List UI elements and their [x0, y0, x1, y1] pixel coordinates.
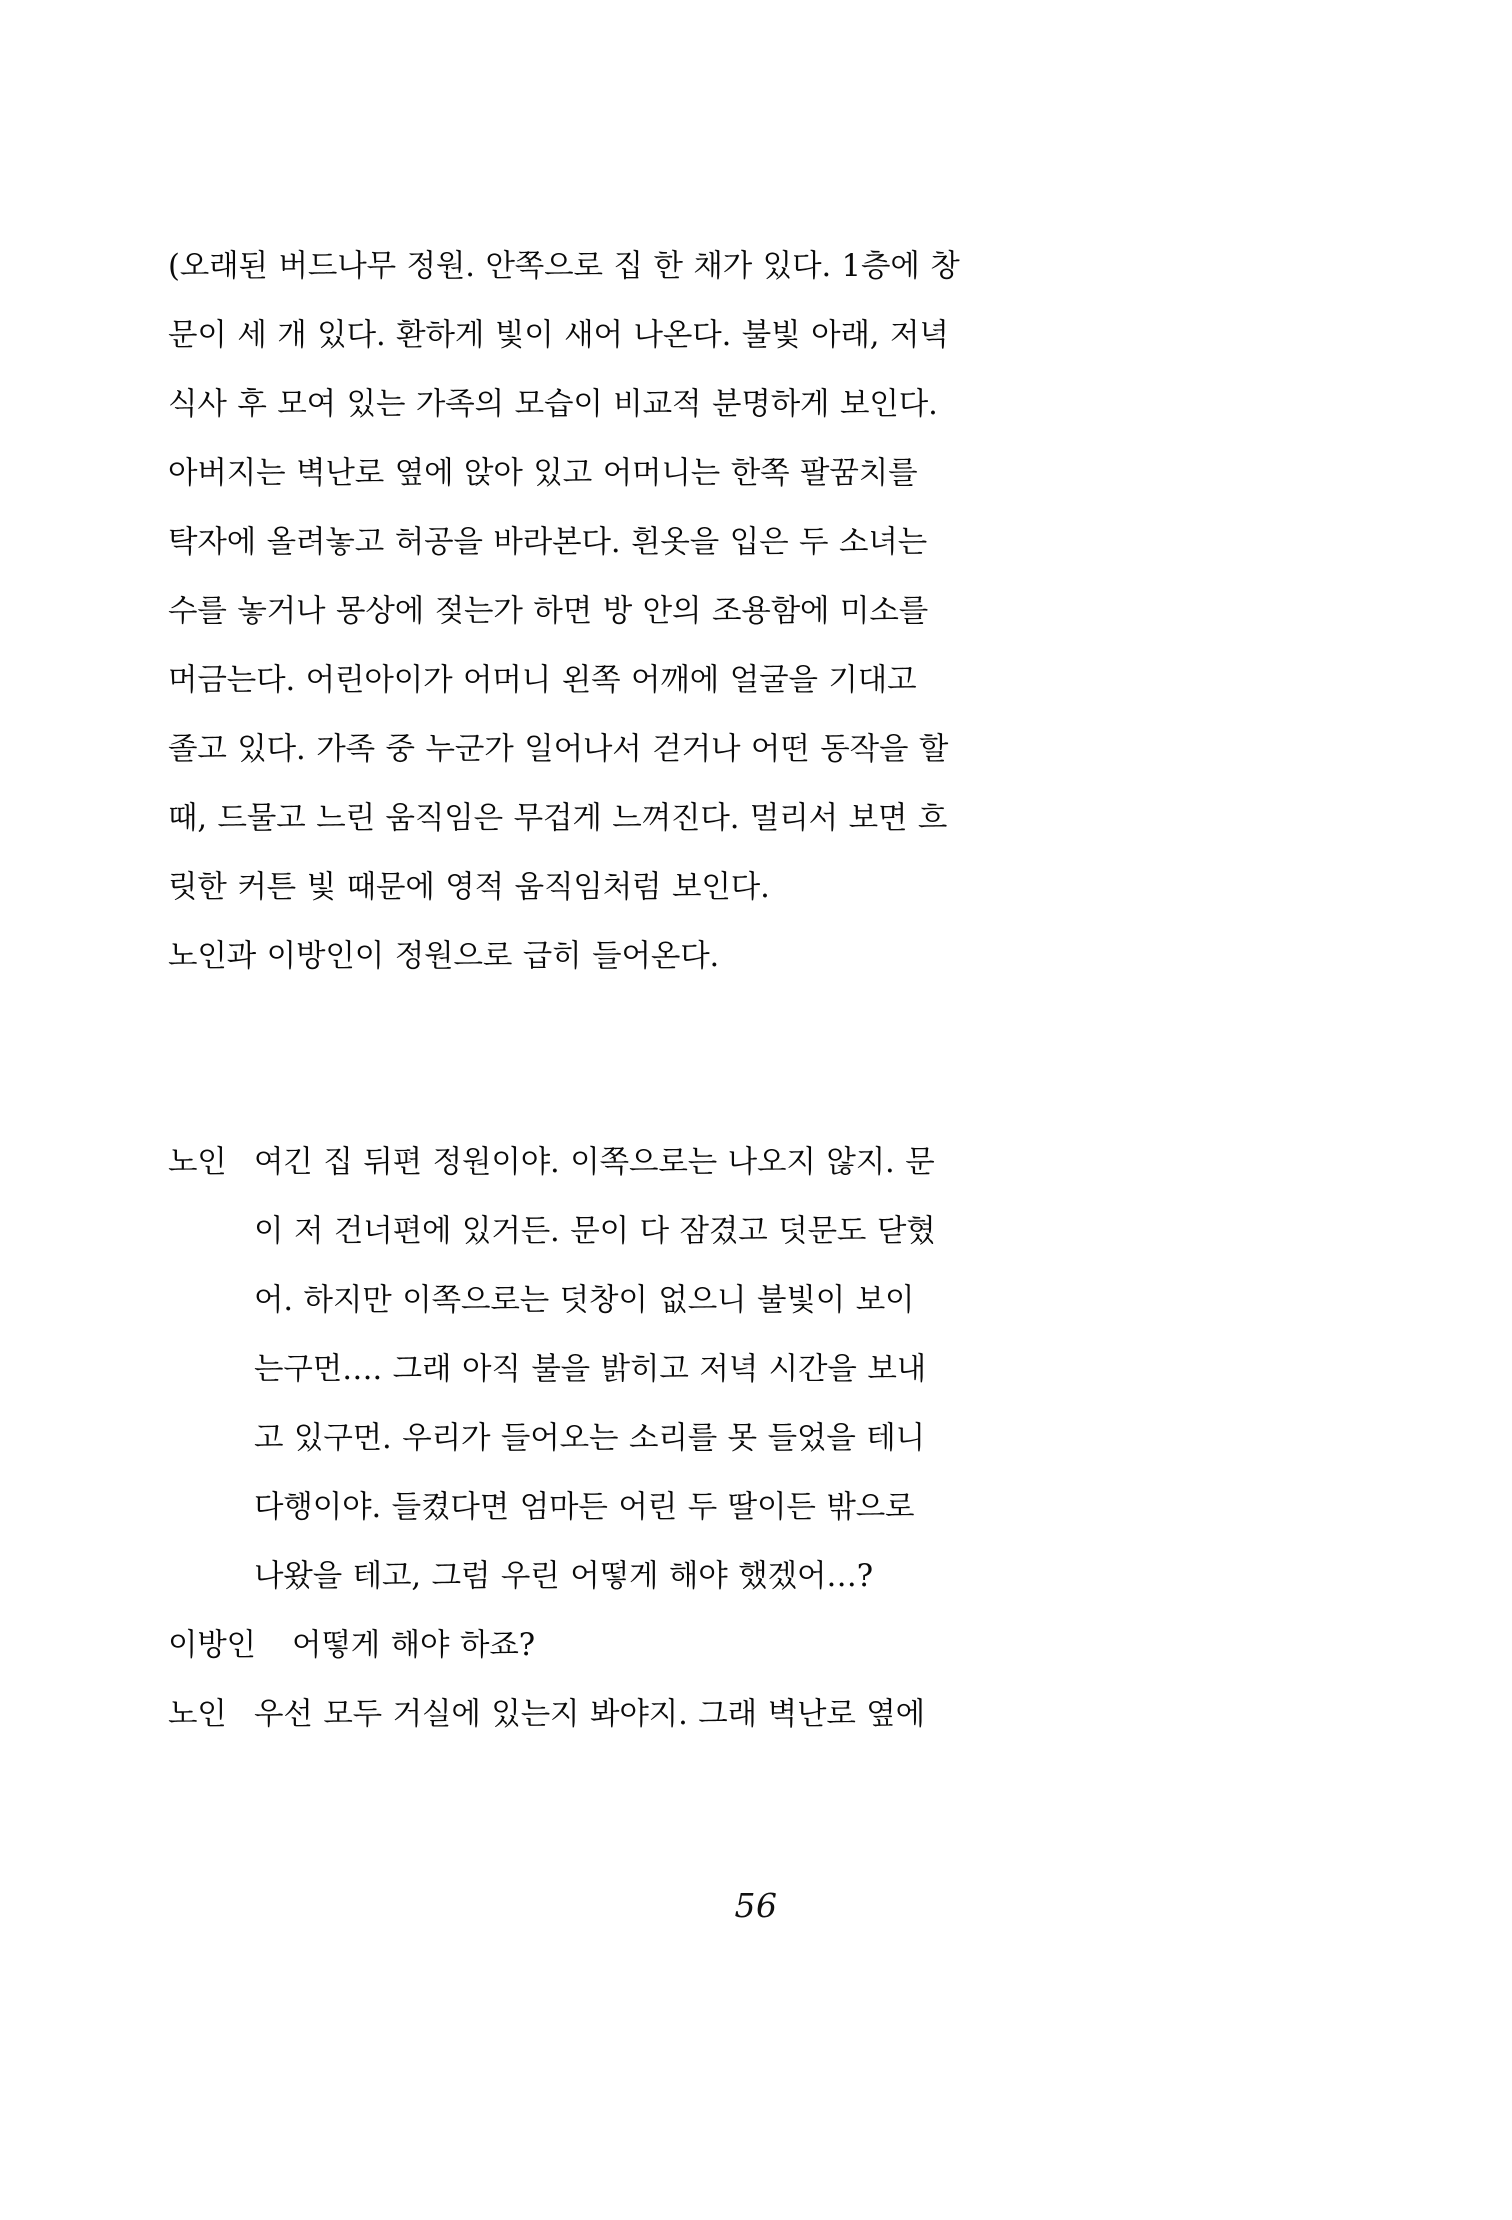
text-line: 머금는다. 어린아이가 어머니 왼쪽 어깨에 얼굴을 기대고 [168, 663, 917, 698]
text-line: 때, 드물고 느린 움직임은 무겁게 느껴진다. 멀리서 보면 흐 [168, 801, 948, 836]
dialogue-entry-stranger-1 [168, 1611, 858, 1680]
text-line: 식사 후 모여 있는 가족의 모습이 비교적 분명하게 보인다. [168, 387, 938, 422]
text-line: 는구먼…. 그래 아직 불을 밝히고 저녁 시간을 보내 [254, 1352, 927, 1387]
text-line: 우선 모두 거실에 있는지 봐야지. 그래 벽난로 옆에 [254, 1697, 926, 1732]
dialogue-entry-oldman-2 [168, 1680, 926, 1749]
stage-direction-paragraph [168, 232, 960, 922]
text-line: 나왔을 테고, 그럼 우린 어떻게 해야 했겠어…? [254, 1559, 873, 1594]
text-line: 노인과 이방인이 정원으로 급히 들어온다. [168, 939, 720, 974]
speech-text [254, 1680, 926, 1749]
speech-text [254, 1128, 936, 1611]
text-line: 탁자에 올려놓고 허공을 바라본다. 흰옷을 입은 두 소녀는 [168, 525, 928, 560]
narrative-paragraph [168, 922, 852, 991]
text-line: (오래된 버드나무 정원. 안쪽으로 집 한 채가 있다. 1층에 창 [168, 249, 960, 284]
speaker-label: 이방인 [168, 1628, 256, 1663]
text-line: 졸고 있다. 가족 중 누군가 일어나서 걷거나 어떤 동작을 할 [168, 732, 949, 767]
text-line: 릿한 커튼 빛 때문에 영적 움직임처럼 보인다. [168, 870, 770, 905]
dialogue-block [168, 1128, 936, 1749]
speech-text [292, 1611, 858, 1680]
speaker-label: 노인 [168, 1697, 227, 1732]
text-line: 이 저 건너편에 있거든. 문이 다 잠겼고 덧문도 닫혔 [254, 1214, 936, 1249]
text-line: 여긴 집 뒤편 정원이야. 이쪽으로는 나오지 않지. 문 [254, 1145, 935, 1180]
text-line: 문이 세 개 있다. 환하게 빛이 새어 나온다. 불빛 아래, 저녁 [168, 318, 949, 353]
page-number: 56 [734, 1886, 778, 1925]
text-line: 아버지는 벽난로 옆에 앉아 있고 어머니는 한쪽 팔꿈치를 [168, 456, 918, 491]
text-line: 고 있구먼. 우리가 들어오는 소리를 못 들었을 테니 [254, 1421, 926, 1456]
text-line: 다행이야. 들켰다면 엄마든 어린 두 딸이든 밖으로 [254, 1490, 915, 1525]
body-text-column [168, 232, 960, 991]
text-line: 수를 놓거나 몽상에 젖는가 하면 방 안의 조용함에 미소를 [168, 594, 929, 629]
dialogue-entry-oldman-1 [168, 1128, 936, 1611]
speaker-label: 노인 [168, 1145, 227, 1180]
text-line: 어떻게 해야 하죠? [292, 1628, 535, 1663]
text-line: 어. 하지만 이쪽으로는 덧창이 없으니 불빛이 보이 [254, 1283, 915, 1318]
